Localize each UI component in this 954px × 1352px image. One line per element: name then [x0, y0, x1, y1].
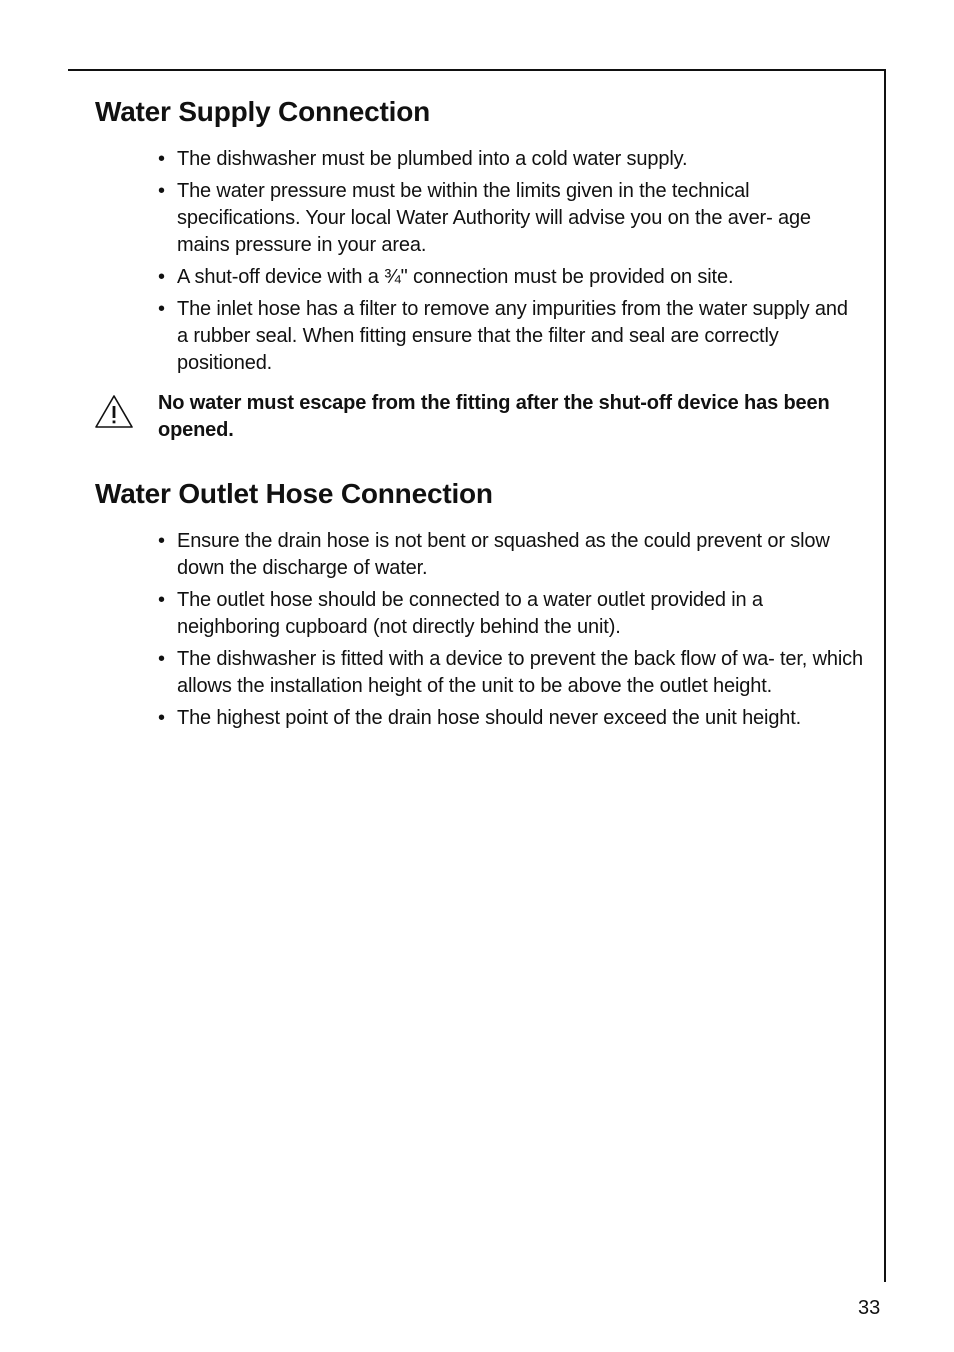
list-item-text: The dishwasher must be plumbed into a cold water supply.: [177, 148, 688, 170]
section-title-water-outlet: Water Outlet Hose Connection: [95, 478, 493, 509]
list-item: [158, 264, 863, 291]
list-item-text: Ensure the drain hose is not bent or squashed as the could prevent or slow down the discharge of water.: [177, 530, 830, 579]
section-title-water-supply: Water Supply Connection: [95, 96, 431, 127]
bullet-icon: •: [158, 589, 165, 611]
page-number: 33: [858, 1297, 881, 1319]
right-margin-rule: [884, 69, 886, 1282]
warning-text: No water must escape from the fitting after the shut-off device has been opened.: [158, 392, 830, 441]
list-item: [158, 646, 863, 700]
bullet-icon: •: [158, 707, 165, 729]
list-item: [158, 587, 863, 641]
water-outlet-list: [158, 528, 863, 737]
bullet-icon: •: [158, 298, 165, 320]
list-item-text: A shut-off device with a ¾" connection must be provided on site.: [177, 266, 734, 288]
list-item: [158, 146, 863, 173]
warning-triangle-icon: [94, 394, 134, 430]
top-rule: [68, 69, 886, 71]
list-item: [158, 528, 863, 582]
water-supply-list: [158, 146, 863, 382]
list-item-text: The highest point of the drain hose should never exceed the unit height.: [177, 707, 802, 729]
list-item: [158, 705, 863, 732]
bullet-icon: •: [158, 180, 165, 202]
list-item: [158, 296, 863, 377]
bullet-icon: •: [158, 266, 165, 288]
bullet-icon: •: [158, 530, 165, 552]
list-item-text: The dishwasher is fitted with a device to prevent the back flow of wa- ter, which allows the installation height of the unit to be above the outlet height.: [177, 648, 863, 697]
list-item-text: The inlet hose has a filter to remove any impurities from the water supply and a rubber seal. When fitting ensure that the filter and seal are correctly positioned.: [177, 298, 848, 374]
bullet-icon: •: [158, 648, 165, 670]
bullet-icon: •: [158, 148, 165, 170]
list-item-text: The outlet hose should be connected to a water outlet provided in a neighboring cupboard (not directly behind the unit).: [177, 589, 763, 638]
list-item-text: The water pressure must be within the limits given in the technical specifications. Your local Water Authority will advise you on the aver- age mains pressure in your area.: [177, 180, 811, 256]
list-item: [158, 178, 863, 259]
